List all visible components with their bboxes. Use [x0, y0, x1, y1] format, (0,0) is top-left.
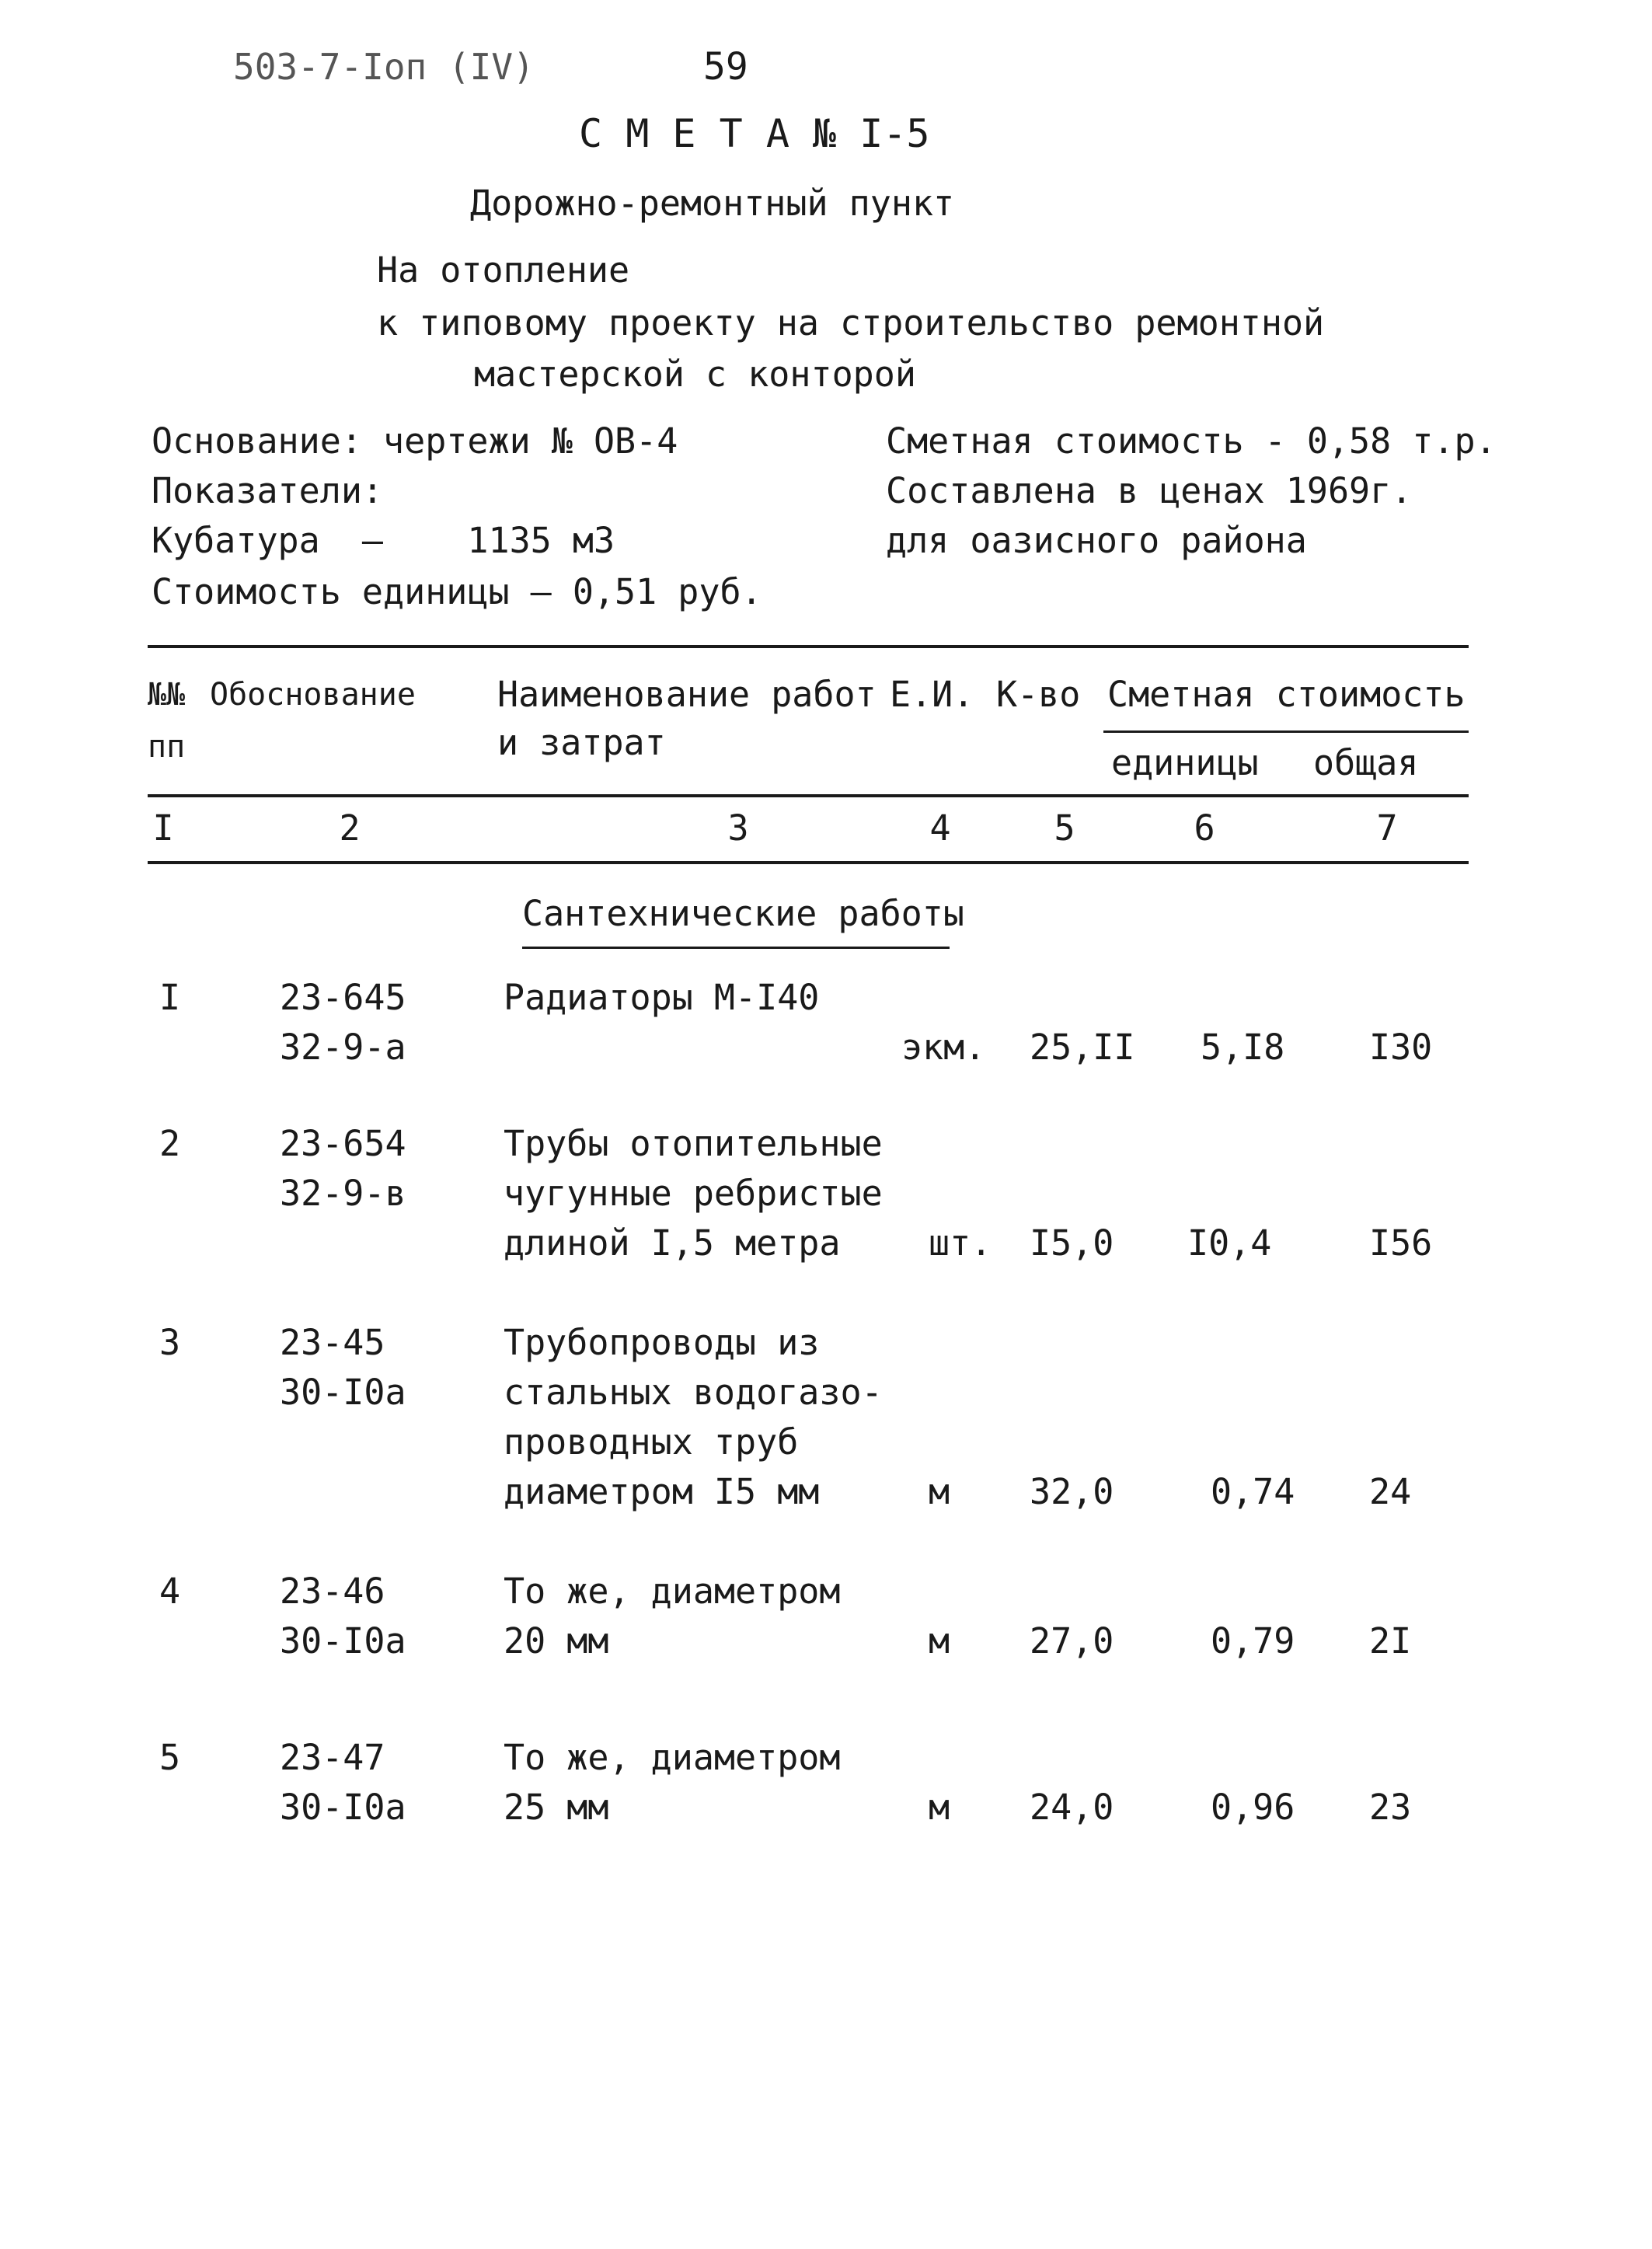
row-work-name: Трубопроводы из	[504, 1322, 820, 1363]
purpose-line-1: На отопление	[377, 249, 630, 291]
row-quantity: 25,II	[1030, 1027, 1135, 1068]
row-basis: 23-46	[280, 1571, 385, 1612]
row-basis: 23-654	[280, 1123, 406, 1164]
row-unit-price: 0,79	[1211, 1620, 1295, 1661]
unit-cost-indicator: Стоимость единицы – 0,51 руб.	[152, 571, 762, 612]
row-basis: 32-9-а	[280, 1027, 406, 1068]
row-basis: 30-I0а	[280, 1787, 406, 1828]
section-title: Сантехнические работы	[522, 893, 964, 934]
row-number: 3	[159, 1322, 181, 1363]
indicators-label: Показатели:	[152, 470, 384, 511]
row-work-name: Трубы отопительные	[504, 1123, 883, 1164]
row-unit: м	[929, 1620, 950, 1661]
column-number: 7	[1376, 807, 1398, 849]
row-unit-price: 0,74	[1211, 1471, 1295, 1512]
column-number: 6	[1194, 807, 1215, 849]
header-cost-total: общая	[1313, 742, 1419, 783]
row-quantity: 24,0	[1030, 1787, 1114, 1828]
row-basis: 30-I0а	[280, 1372, 406, 1413]
row-number: 2	[159, 1123, 181, 1164]
row-unit: экм.	[901, 1027, 986, 1068]
header-basis: Обоснование	[210, 677, 416, 713]
region: для оазисного района	[886, 520, 1307, 561]
header-bottom-rule	[148, 794, 1469, 797]
row-work-name: диаметром I5 мм	[504, 1471, 820, 1512]
header-work-name: Наименование работ	[497, 674, 877, 715]
row-quantity: I5,0	[1030, 1222, 1114, 1264]
table-top-rule	[148, 645, 1469, 648]
column-number: I	[152, 807, 174, 849]
basis-drawings: Основание: чертежи № ОВ-4	[152, 420, 678, 462]
object-name: Дорожно-ремонтный пункт	[470, 183, 955, 224]
price-basis: Составлена в ценах 1969г.	[886, 470, 1413, 511]
header-num: №№	[148, 677, 186, 713]
column-number: 5	[1054, 807, 1075, 849]
row-basis: 23-645	[280, 977, 406, 1018]
row-total: I30	[1369, 1027, 1433, 1068]
row-total: 23	[1369, 1787, 1412, 1828]
row-basis: 32-9-в	[280, 1173, 406, 1214]
row-work-name: чугунные ребристые	[504, 1173, 883, 1214]
row-work-name: Радиаторы М-I40	[504, 977, 820, 1018]
row-number: 4	[159, 1571, 181, 1612]
page-number: 59	[703, 45, 748, 89]
purpose-line-2: к типовому проекту на строительство ремонтной	[377, 302, 1325, 343]
row-unit-price: 5,I8	[1201, 1027, 1285, 1068]
column-number: 4	[929, 807, 951, 849]
column-numbers-rule	[148, 861, 1469, 864]
header-unit: Е.И.	[890, 674, 974, 715]
row-basis: 23-45	[280, 1322, 385, 1363]
row-work-name: длиной I,5 метра	[504, 1222, 841, 1264]
row-total: 24	[1369, 1471, 1412, 1512]
row-number: 5	[159, 1737, 181, 1778]
header-quantity: К-во	[996, 674, 1081, 715]
row-unit: шт.	[929, 1222, 992, 1264]
purpose-line-3: мастерской с конторой	[474, 354, 916, 395]
cost-header-rule	[1103, 730, 1469, 733]
row-total: I56	[1369, 1222, 1433, 1264]
document-code: 503-7-Ioп (IV)	[233, 46, 535, 88]
header-estimated-cost: Сметная стоимость	[1107, 674, 1466, 715]
row-unit: м	[929, 1471, 950, 1512]
header-num-2: пп	[148, 729, 186, 765]
row-basis: 30-I0а	[280, 1620, 406, 1661]
column-number: 3	[727, 807, 749, 849]
row-work-name: 20 мм	[504, 1620, 609, 1661]
row-work-name: То же, диаметром	[504, 1737, 841, 1778]
row-number: I	[159, 977, 181, 1018]
row-unit-price: I0,4	[1187, 1222, 1272, 1264]
row-basis: 23-47	[280, 1737, 385, 1778]
row-work-name: стальных водогазо-	[504, 1372, 883, 1413]
row-work-name: проводных труб	[504, 1421, 799, 1463]
row-quantity: 32,0	[1030, 1471, 1114, 1512]
row-unit: м	[929, 1787, 950, 1828]
document-title: С М Е Т А № I-5	[579, 111, 930, 156]
row-total: 2I	[1369, 1620, 1412, 1661]
estimated-cost: Сметная стоимость - 0,58 т.р.	[886, 420, 1497, 462]
row-work-name: 25 мм	[504, 1787, 609, 1828]
header-work-name-2: и затрат	[497, 722, 666, 763]
header-cost-per-unit: единицы	[1111, 742, 1259, 783]
row-unit-price: 0,96	[1211, 1787, 1295, 1828]
column-number: 2	[339, 807, 361, 849]
row-work-name: То же, диаметром	[504, 1571, 841, 1612]
row-quantity: 27,0	[1030, 1620, 1114, 1661]
section-underline	[522, 947, 950, 949]
volume-indicator: Кубатура – 1135 м3	[152, 520, 615, 561]
